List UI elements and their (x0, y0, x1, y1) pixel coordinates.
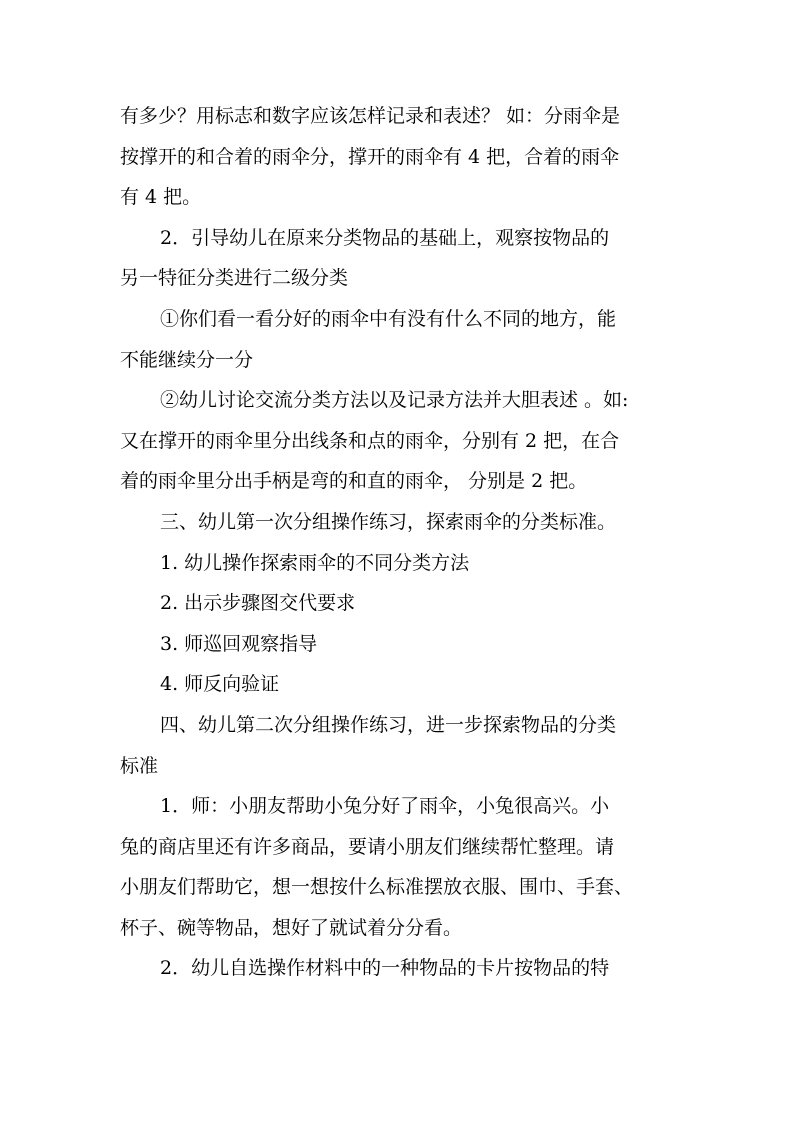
text-line: 杯子、碗等物品，想好了就试着分分看。 (120, 916, 463, 939)
text-line: 着的雨伞里分出手柄是弯的和直的雨伞， 分别是 2 把。 (120, 470, 588, 493)
text-line: 另一特征分类进行二级分类 (120, 267, 349, 290)
text-line: 有多少？用标志和数字应该怎样记录和表述？ 如：分雨伞是 (120, 105, 621, 127)
list-item: 4. 师反向验证 (160, 673, 280, 696)
section-heading: 三、幼儿第一次分组操作练习，探索雨伞的分类标准。 (160, 510, 617, 533)
section-heading: 四、幼儿第二次分组操作练习，进一步探索物品的分类 (160, 713, 617, 736)
text-line: 小朋友们帮助它，想一想按什么标准摆放衣服、围巾、手套、 (120, 876, 634, 899)
text-line: ①你们看一看分好的雨伞中有没有什么不同的地方，能 (160, 307, 617, 330)
text-line: ②幼儿讨论交流分类方法以及记录方法并大胆表述 。如: (160, 389, 629, 412)
list-item: 2. 出示步骤图交代要求 (160, 592, 356, 615)
text-line: 不能继续分一分 (120, 348, 254, 371)
text-line: 2．幼儿自选操作材料中的一种物品的卡片按物品的特 (160, 957, 610, 980)
list-item: 3. 师巡回观察指导 (160, 632, 318, 655)
text-line: 按撑开的和合着的雨伞分，撑开的雨伞有 4 把，合着的雨伞 (120, 145, 620, 168)
document-body (120, 96, 676, 989)
list-item: 1. 幼儿操作探索雨伞的不同分类方法 (160, 551, 470, 574)
text-line: 1．师：小朋友帮助小兔分好了雨伞，小兔很高兴。小 (160, 795, 610, 818)
text-line: 2．引导幼儿在原来分类物品的基础上，观察按物品的 (160, 226, 610, 249)
text-line: 兔的商店里还有许多商品，要请小朋友们继续帮忙整理。请 (120, 835, 615, 858)
text-line: 有 4 把。 (120, 186, 202, 209)
text-line: 又在撑开的雨伞里分出线条和点的雨伞，分别有 2 把，在合 (120, 429, 620, 452)
text-line: 标准 (120, 754, 159, 777)
